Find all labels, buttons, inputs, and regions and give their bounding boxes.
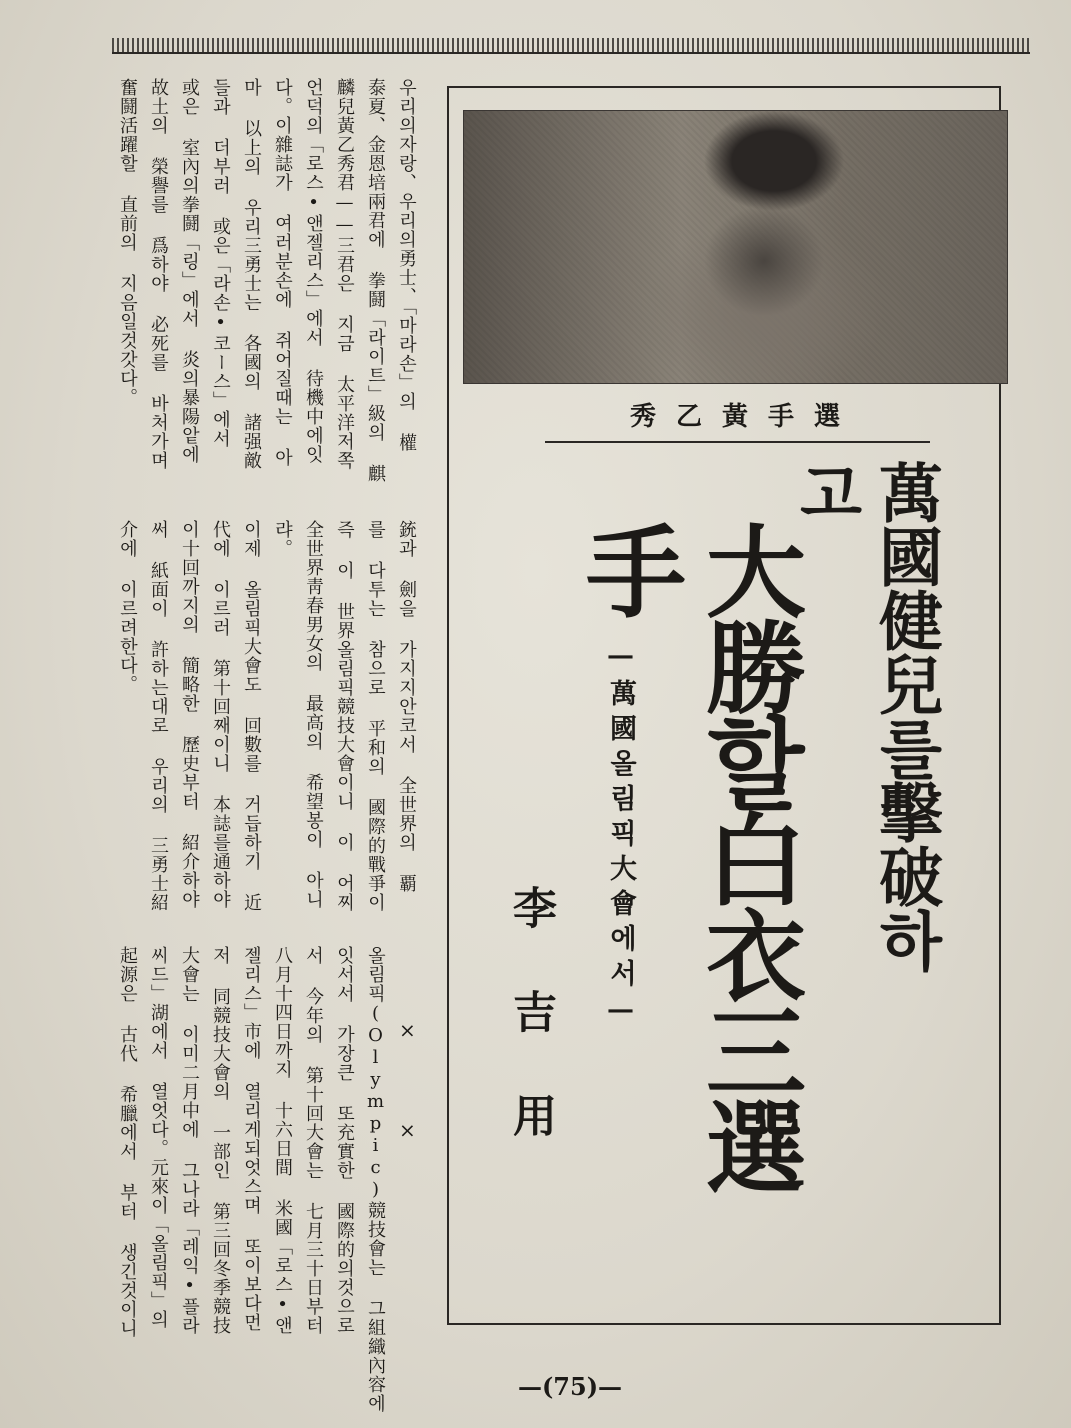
middle-col: 代에 이르러 第十回째이니 本誌를通하야 xyxy=(210,520,231,909)
upper-col: 或은 室內의拳鬪「링」에서 炎의暴陽앝에 xyxy=(179,78,200,464)
headline-line2: 大勝할白衣三選手 xyxy=(569,520,807,1192)
middle-col: 介에 이르려한다。 xyxy=(117,520,138,694)
middle-col: 를 다투는 참으로 平和의 國際的戰爭이 xyxy=(365,520,386,912)
photo-caption: 秀乙黃手選 xyxy=(629,402,860,432)
lower-col: 서 今年의 第十回大會는 七月三十日부터 xyxy=(303,946,324,1335)
headline-line1: 萬國健兒를擊破하고 xyxy=(788,460,943,972)
separator-mark: × xyxy=(399,1118,416,1142)
upper-col: 마 以上의 우리三勇士는 各國의 諸强敵 xyxy=(241,78,262,470)
lower-col: 起源은 古代 希臘에서 부터 생긴것이니 xyxy=(117,946,138,1338)
middle-col: 즉 이 世界올림픽競技大會이니 이 어찌 xyxy=(334,520,355,912)
lower-col: 올림픽(Olympic)競技會는 그組織內容에 xyxy=(365,946,386,1413)
top-rule-line xyxy=(112,52,1030,54)
lower-col: 잇서서 가장큰 또充實한 國際的의것으로 xyxy=(334,946,355,1335)
lower-col: 젤리스」市에 열리게되엇스며 또이보다먼 xyxy=(241,946,262,1332)
author-name: 李吉用 xyxy=(505,885,556,1197)
lower-col: 씨드」湖에서 열엇다。元來이「올림픽」의 xyxy=(148,946,169,1329)
upper-col: 언덕의「로스•앤젤리스」에서 待機中에잇 xyxy=(303,78,324,464)
upper-col: 麟兒黃乙秀君——三君은 지금 太平洋저쪽 xyxy=(334,78,355,470)
middle-col: 全世界靑春男女의 最高의 希望봉이 아니 xyxy=(303,520,324,909)
middle-col: 써 紙面이 許하는대로 우리의 三勇士紹 xyxy=(148,520,169,912)
page-number: —(75)— xyxy=(517,1372,623,1401)
upper-col: 泰夏、金恩培兩君에 拳鬪「라이트」級의 麒 xyxy=(365,78,386,483)
upper-col: 들과 더부러 或은「라손•코ー스」에서 xyxy=(210,78,231,448)
middle-col: 銃과 劍을 가지지안코서 全世界의 覇 xyxy=(396,520,417,893)
lower-col: 저 同競技大會의 一部인 第三回冬季競技 xyxy=(210,946,231,1335)
top-decorative-rule xyxy=(112,38,1030,52)
middle-col: 이十回까지의 簡略한 歷史부터 紹介하야 xyxy=(179,520,200,909)
upper-col: 우리의자랑、우리의勇士、「마라손」의 權 xyxy=(396,78,417,452)
boxer-photo xyxy=(463,110,1008,384)
upper-col: 다。이雜誌가 여러분손에 쥐어질때는 아 xyxy=(272,78,293,467)
caption-rule xyxy=(545,441,930,443)
headline-subtitle: —萬國올림픽大會에서— xyxy=(605,640,636,1033)
upper-col: 故土의 榮譽를 爲하야 必死를 바처가며 xyxy=(148,78,169,470)
upper-col: 奮鬪活躍할 直前의 지음일것갓다。 xyxy=(117,78,138,407)
lower-col: 八月十四日까지 十六日間 米國「로스•앤 xyxy=(272,946,293,1335)
lower-col: 大會는 이미二月中에 그나라「레익•플라 xyxy=(179,946,200,1335)
middle-col: 이제 올림픽大會도 回數를 거듭하기 近 xyxy=(241,520,262,912)
middle-col: 랴。 xyxy=(272,520,293,558)
separator-mark: × xyxy=(399,1018,416,1042)
